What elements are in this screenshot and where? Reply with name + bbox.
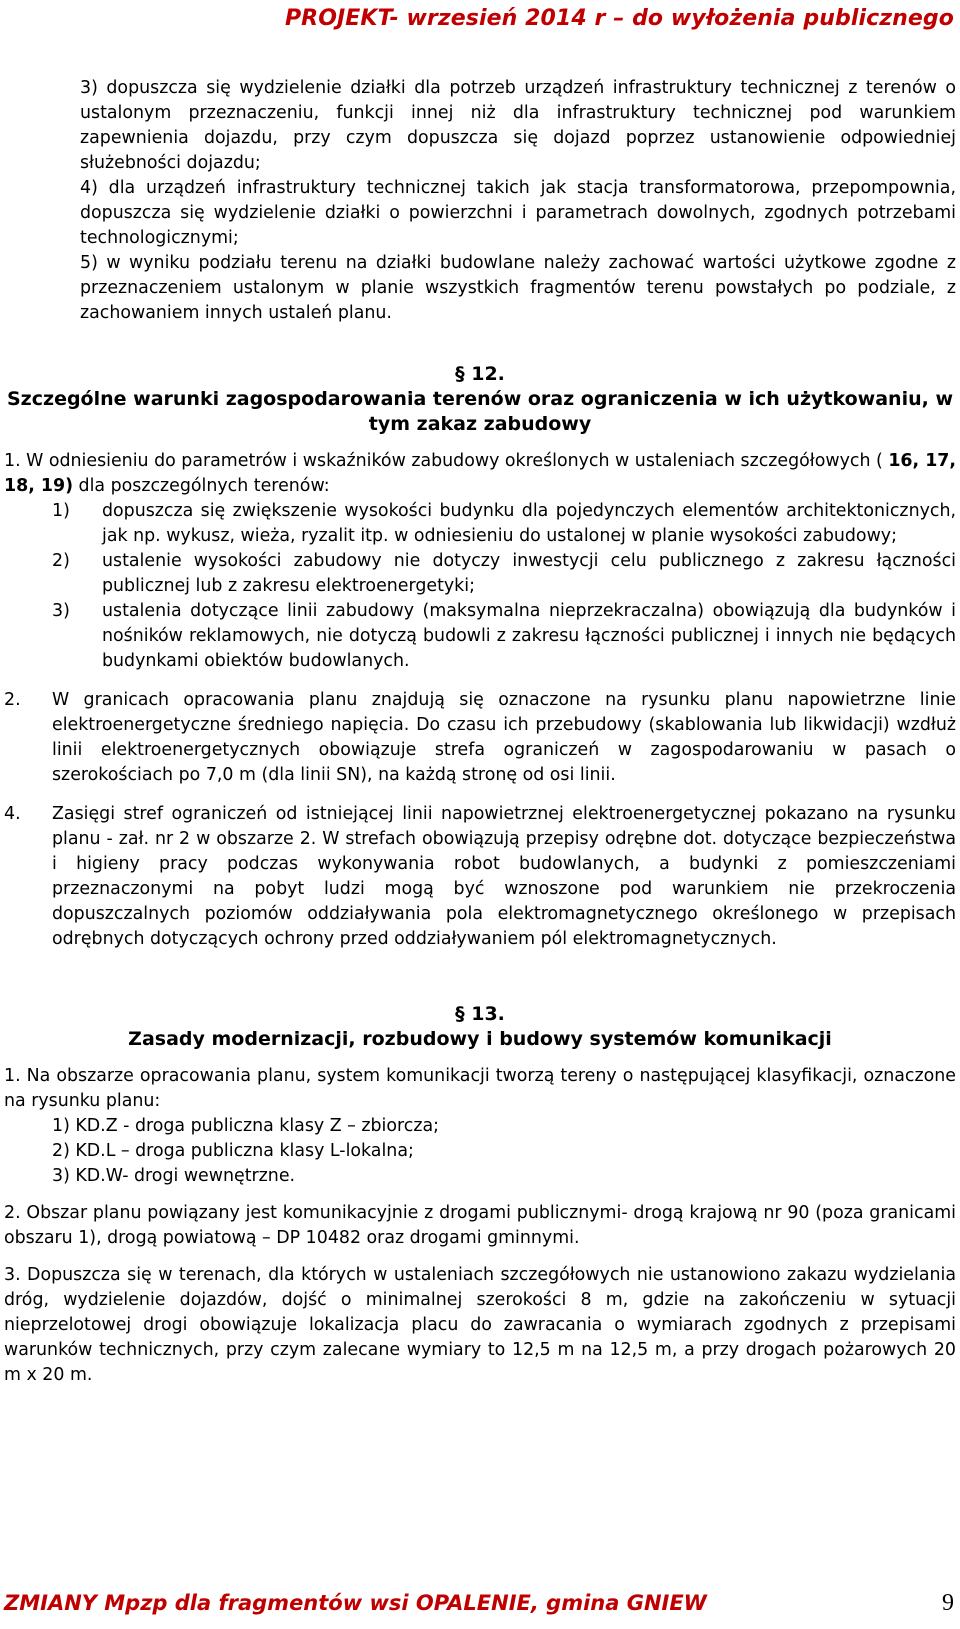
section-13-title: Zasady modernizacji, rozbudowy i budowy systemów komunikacji: [128, 1028, 832, 1050]
section-13-number: § 13.: [455, 1003, 505, 1025]
list-item: 1) dopuszcza się zwiększenie wysokości budynku dla pojedynczych elementów architektonicznych, jak np. wykusz, wieża, ryzalit itp. w odniesieniu do ustalonej w planie wysokości zabudowy;: [52, 501, 956, 546]
page-footer: [4, 1590, 954, 1617]
sec12-paragraph-2: 2. W granicach opracowania planu znajdują się oznaczone na rysunku planu napowietrzne linie elektroenergetyczne średniego napięcia. Do czasu ich przebudowy (skablowania lub likwidacji) wzdłuż linii elektroenergetycznych obowiązuje strefa ograniczeń w zagospodarowaniu w pasach o szerokościach po 7,0 m (dla linii SN), na każdą stronę od osi linii.: [4, 690, 956, 785]
list-item: 1) KD.Z - droga publiczna klasy Z – zbiorcza;: [52, 1116, 439, 1136]
sec12-subitems: [4, 499, 956, 674]
sec13-paragraph-3: 3. Dopuszcza się w terenach, dla których w ustaleniach szczegółowych nie ustanowiono zakazu wydzielania dróg, wydzielenie dojazdów, dojść o minimalnej szerokości 8 m, gdzie na zakończeniu w sytuacji nieprzelotowej drogi obowiązuje lokalizacja placu do zawracania o wymiarach zgodnych z przepisami warunków technicznych, przy czym zalecane wymiary to 12,5 m na 12,5 m, a przy drogach pożarowych 20 m x 20 m.: [4, 1265, 956, 1385]
list-item: 5) w wyniku podziału terenu na działki budowlane należy zachować wartości użytkowe zgodne z przeznaczeniem ustalonym w planie wszystkich fragmentów terenu powstałych po podziale, z zachowaniem innych ustaleń planu.: [80, 253, 956, 323]
document-body: [4, 76, 956, 1388]
section-12-number: § 12.: [455, 363, 505, 385]
list-item: 3) dopuszcza się wydzielenie działki dla potrzeb urządzeń infrastruktury technicznej z terenów o ustalonym przeznaczeniu, funkcji innej niż dla infrastruktury technicznej pod warunkiem zapewnienia dojazdu, przy czym dopuszcza się dojazd poprzez ustanowienie odpowiedniej służebności dojazdu;: [80, 78, 956, 173]
list-item: 2) KD.L – droga publiczna klasy L-lokalna;: [52, 1141, 414, 1161]
sec13-paragraph-1: 1. Na obszarze opracowania planu, system komunikacji tworzą tereny o następującej klasyfikacji, oznaczone na rysunku planu:: [4, 1066, 956, 1111]
sec12-paragraph-1-intro: 1. W odniesieniu do parametrów i wskaźników zabudowy określonych w ustaleniach szczegółowych ( 16, 17, 18, 19) dla poszczególnych terenów:: [4, 451, 957, 496]
top-list: [4, 76, 956, 326]
page-number: 9: [942, 1590, 954, 1616]
sec13-subitems: [4, 1114, 956, 1189]
sec12-paragraph-refs: 16, 17, 18, 19): [4, 451, 957, 496]
page-header: PROJEKT- wrzesień 2014 r – do wyłożenia publicznego: [284, 6, 954, 31]
footer-title: ZMIANY Mpzp dla fragmentów wsi OPALENIE, gmina GNIEW: [4, 1591, 707, 1615]
list-item: 3) ustalenia dotyczące linii zabudowy (maksymalna nieprzekraczalna) obowiązują dla budynków i nośników reklamowych, nie dotyczą budowli z zakresu łączności publicznej i innych nie będących budynkami obiektów budowlanych.: [52, 601, 956, 671]
sec13-paragraph-2: 2. Obszar planu powiązany jest komunikacyjnie z drogami publicznymi- drogą krajową nr 90 (poza granicami obszaru 1), drogą powiatową – DP 10482 oraz drogami gminnymi.: [4, 1203, 956, 1248]
list-item: 2) ustalenie wysokości zabudowy nie dotyczy inwestycji celu publicznego z zakresu łączności publicznej lub z zakresu elektroenergetyki;: [52, 551, 956, 596]
list-item: 4) dla urządzeń infrastruktury technicznej takich jak stacja transformatorowa, przepompownia, dopuszcza się wydzielenie działki o powierzchni i parametrach dowolnych, zgodnych potrzebami technologicznymi;: [80, 178, 956, 248]
sec12-paragraph-4: 4. Zasięgi stref ograniczeń od istniejącej linii napowietrznej elektroenergetycznej pokazano na rysunku planu - zał. nr 2 w obszarze 2. W strefach obowiązują przepisy odrębne dot. dotyczące bezpieczeństwa i higieny pracy podczas wykonywania robot budowlanych, a budynki z pomieszczeniami przeznaczonymi na pobyt ludzi mogą być wznoszone pod warunkiem nie przekroczenia dopuszczalnych poziomów oddziaływania pola elektromagnetycznego określonego w przepisach odrębnych dotyczących ochrony przed oddziaływaniem pól elektromagnetycznych.: [4, 804, 956, 949]
section-12-title: Szczególne warunki zagospodarowania terenów oraz ograniczenia w ich użytkowaniu, w tym zakaz zabudowy: [7, 388, 953, 435]
list-item: 3) KD.W- drogi wewnętrzne.: [52, 1166, 296, 1186]
